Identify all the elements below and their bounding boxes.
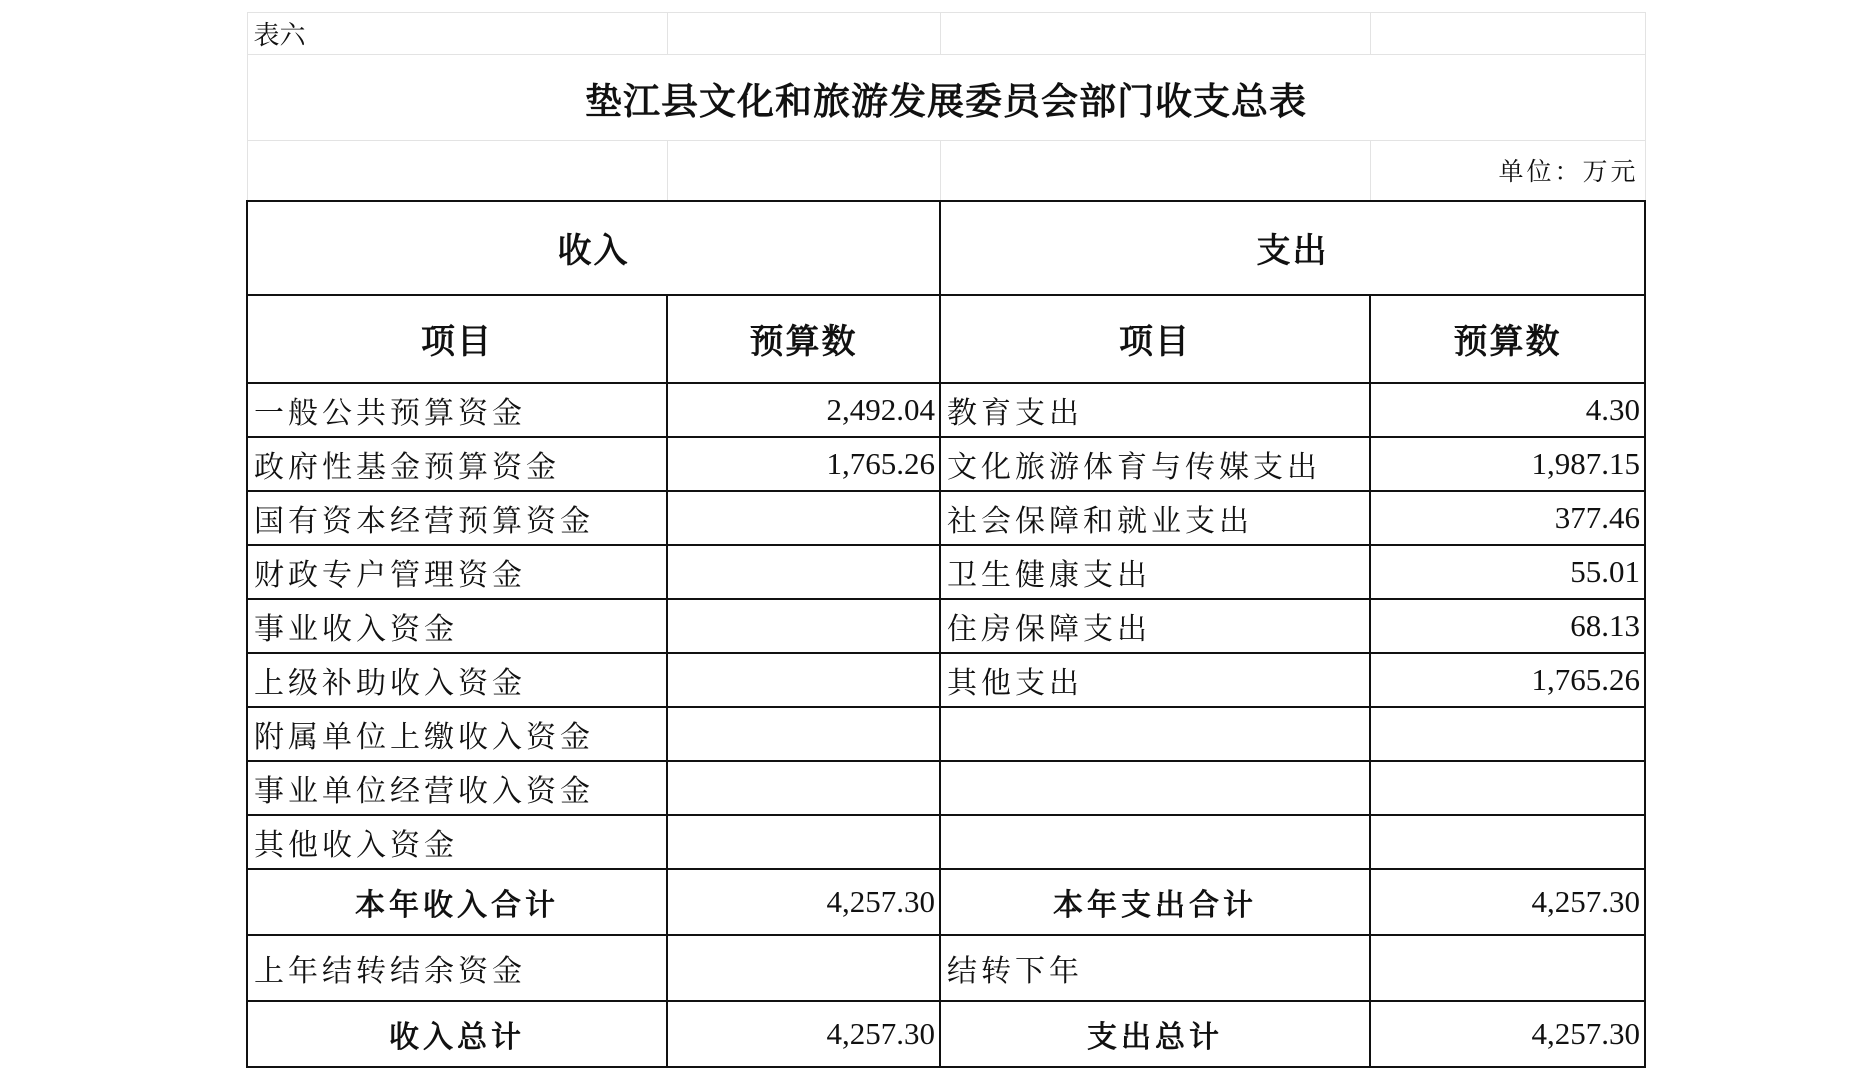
expense-budget-header: 预算数 bbox=[1370, 295, 1645, 383]
income-header: 收入 bbox=[247, 201, 940, 295]
expense-header: 支出 bbox=[940, 201, 1645, 295]
income-item: 上级补助收入资金 bbox=[247, 653, 667, 707]
expense-value: 377.46 bbox=[1370, 491, 1645, 545]
income-value bbox=[667, 707, 940, 761]
expense-item bbox=[940, 707, 1370, 761]
income-budget-header: 预算数 bbox=[667, 295, 940, 383]
table-row bbox=[247, 653, 1645, 707]
income-value: 2,492.04 bbox=[667, 383, 940, 437]
expense-item: 住房保障支出 bbox=[940, 599, 1370, 653]
expense-item: 卫生健康支出 bbox=[940, 545, 1370, 599]
table-row bbox=[247, 761, 1645, 815]
expense-year-total-label: 本年支出合计 bbox=[940, 869, 1370, 935]
table-row bbox=[247, 383, 1645, 437]
expense-value bbox=[1370, 815, 1645, 869]
income-item: 国有资本经营预算资金 bbox=[247, 491, 667, 545]
carryover-row bbox=[247, 935, 1645, 1001]
table-row bbox=[247, 545, 1645, 599]
income-carryover-label: 上年结转结余资金 bbox=[247, 935, 667, 1001]
empty-cell bbox=[940, 141, 1370, 201]
expense-item: 文化旅游体育与传媒支出 bbox=[940, 437, 1370, 491]
income-item: 附属单位上缴收入资金 bbox=[247, 707, 667, 761]
section-header-row bbox=[247, 201, 1645, 295]
income-item: 财政专户管理资金 bbox=[247, 545, 667, 599]
empty-cell bbox=[667, 141, 940, 201]
unit-label: 单位：万元 bbox=[1370, 141, 1645, 201]
income-year-total-label: 本年收入合计 bbox=[247, 869, 667, 935]
expense-item: 教育支出 bbox=[940, 383, 1370, 437]
expense-item-header: 项目 bbox=[940, 295, 1370, 383]
expense-value: 4.30 bbox=[1370, 383, 1645, 437]
income-grand-total-label: 收入总计 bbox=[247, 1001, 667, 1067]
expense-value bbox=[1370, 707, 1645, 761]
expense-carryover-value bbox=[1370, 935, 1645, 1001]
table-row bbox=[247, 599, 1645, 653]
income-item: 政府性基金预算资金 bbox=[247, 437, 667, 491]
expense-item bbox=[940, 815, 1370, 869]
expense-value bbox=[1370, 761, 1645, 815]
sheet-label-row bbox=[247, 13, 1645, 55]
expense-carryover-label: 结转下年 bbox=[940, 935, 1370, 1001]
income-item: 其他收入资金 bbox=[247, 815, 667, 869]
income-year-total-value: 4,257.30 bbox=[667, 869, 940, 935]
expense-value: 55.01 bbox=[1370, 545, 1645, 599]
income-item: 事业收入资金 bbox=[247, 599, 667, 653]
expense-value: 1,987.15 bbox=[1370, 437, 1645, 491]
title-row bbox=[247, 55, 1645, 141]
income-grand-total-value: 4,257.30 bbox=[667, 1001, 940, 1067]
income-value bbox=[667, 491, 940, 545]
expense-item: 社会保障和就业支出 bbox=[940, 491, 1370, 545]
income-value bbox=[667, 653, 940, 707]
empty-cell bbox=[1370, 13, 1645, 55]
empty-cell bbox=[247, 141, 667, 201]
expense-item: 其他支出 bbox=[940, 653, 1370, 707]
income-item-header: 项目 bbox=[247, 295, 667, 383]
year-total-row bbox=[247, 869, 1645, 935]
expense-value: 1,765.26 bbox=[1370, 653, 1645, 707]
table-row bbox=[247, 437, 1645, 491]
empty-cell bbox=[667, 13, 940, 55]
budget-table bbox=[246, 12, 1646, 1068]
expense-grand-total-value: 4,257.30 bbox=[1370, 1001, 1645, 1067]
table-row bbox=[247, 707, 1645, 761]
expense-value: 68.13 bbox=[1370, 599, 1645, 653]
income-carryover-value bbox=[667, 935, 940, 1001]
expense-year-total-value: 4,257.30 bbox=[1370, 869, 1645, 935]
expense-grand-total-label: 支出总计 bbox=[940, 1001, 1370, 1067]
unit-row bbox=[247, 141, 1645, 201]
grand-total-row bbox=[247, 1001, 1645, 1067]
sheet-label: 表六 bbox=[247, 13, 667, 55]
income-value bbox=[667, 545, 940, 599]
empty-cell bbox=[940, 13, 1370, 55]
column-header-row bbox=[247, 295, 1645, 383]
expense-item bbox=[940, 761, 1370, 815]
income-item: 一般公共预算资金 bbox=[247, 383, 667, 437]
table-title: 垫江县文化和旅游发展委员会部门收支总表 bbox=[247, 55, 1645, 141]
income-value bbox=[667, 599, 940, 653]
income-item: 事业单位经营收入资金 bbox=[247, 761, 667, 815]
income-value: 1,765.26 bbox=[667, 437, 940, 491]
income-value bbox=[667, 815, 940, 869]
table-row bbox=[247, 491, 1645, 545]
income-value bbox=[667, 761, 940, 815]
table-row bbox=[247, 815, 1645, 869]
